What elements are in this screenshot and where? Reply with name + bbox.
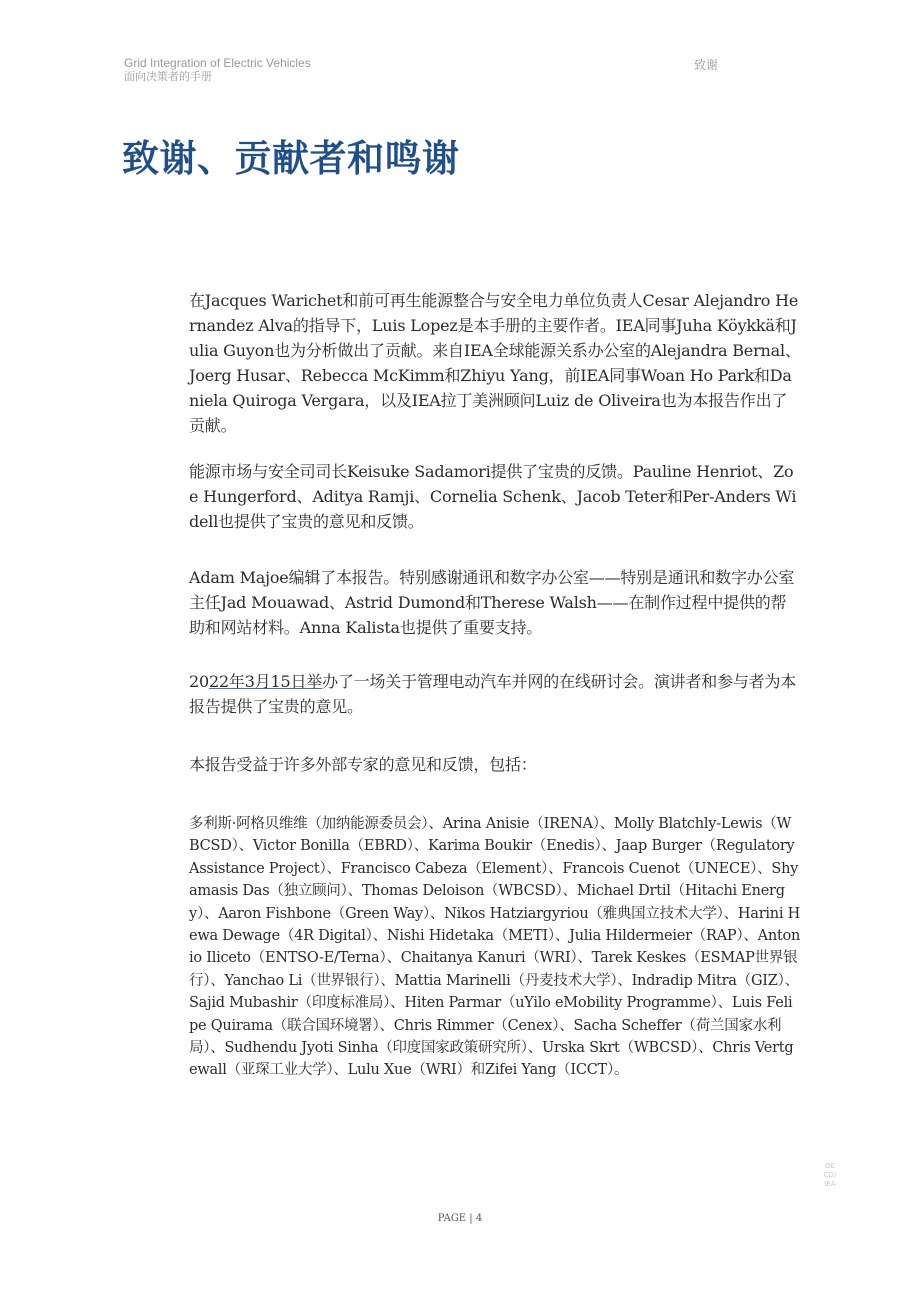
paragraph-reviewers-intro (189, 752, 801, 777)
paragraph-feedback (189, 459, 801, 534)
paragraph-text: 在Jacques Warichet和前可再生能源整合与安全电力单位负责人Cesar Alejandro Hernandez Alva的指导下，Luis Lopez是本手册的主要作者。IEA同事Juha Köykkä和Julia Guyon也为分析做出了贡献。来自IEA全球能源关系办公室的Alejandra Bernal、Joerg Husar、Rebecca McKimm和Zhiyu Yang，前IEA同事Woan Ho Park和Daniela Quiroga Vergara，以及IEA拉丁美洲顾问Luiz de Oliveira也为本报告作出了贡献。 (189, 291, 801, 435)
page-number: PAGE | 4 (437, 1213, 483, 1224)
header-doc-subtitle: 面向决策者的手册 (124, 70, 212, 83)
paragraph-text: 能源市场与安全司司长Keisuke Sadamori提供了宝贵的反馈。Pauline Henriot、Zoe Hungerford、Aditya Ramji、Cornelia Schenk、Jacob Teter和Per-Anders Widell也提供了宝贵的意见和反馈。 (189, 462, 797, 531)
paragraph-text: 办了一场关于管理电动汽车并网的在线研讨会。演讲者和参与者为本报告提供了宝贵的意见。 (189, 672, 797, 716)
paragraph-text: 本报告受益于许多外部专家的意见和反馈，包括： (189, 755, 537, 774)
paragraph-authors (189, 288, 801, 438)
paragraph-workshop (189, 669, 801, 719)
workshop-date-link[interactable]: 22年3月15日举 (208, 672, 323, 691)
paragraph-editing (189, 565, 801, 640)
page-title: 致谢、贡献者和鸣谢 (122, 137, 460, 180)
paragraph-text: 多利斯·阿格贝维维（加纳能源委员会）、Arina Anisie（IRENA）、Molly Blatchly-Lewis（WBCSD）、Victor Bonilla（EBRD）、Karima Boukir（Enedis）、Jaap Burger（Regulatory Assistance Project）、Francisco Cabeza（Element）、Francois Cuenot（UNECE）、Shyamasis Das（独立顾问）、Thomas Deloison（WBCSD）、Michael Drtil（Hitachi Energy）、Aaron Fishbone（Green Way）、Nikos Hatziargyriou（雅典国立技术大学）、Harini Hewa Dewage（4R Digital）、Nishi Hidetaka（METI）、Julia Hildermeier（RAP）、Antonio Iliceto（ENTSO-E/Terna）、Chaitanya Kanuri（WRI）、Tarek Keskes（ESMAP世界银行）、Yanchao Li（世界银行）、Mattia Marinelli（丹麦技术大学）、Indradip Mitra（GIZ）、Sajid Mubashir（印度标准局）、Hiten Parmar（uYilo eMobility Programme）、Luis Felipe Quirama（联合国环境署）、Chris Rimmer（Cenex）、Sacha Scheffer（荷兰国家水利局）、Sudhendu Jyoti Sinha（印度国家政策研究所）、Urska Skrt（WBCSD）、Chris Vertgewall（亚琛工业大学）、Lulu Xue（WRI）和Zifei Yang（ICCT）。 (189, 816, 801, 1079)
paragraph-text: Adam Majoe编辑了本报告。特别感谢通讯和数字办公室——特别是通讯和数字办公室主任Jad Mouawad、Astrid Dumond和Therese Walsh——在制作过程中提供的帮助和网站材料。Anna Kalista也提供了重要支持。 (189, 568, 795, 637)
oecd-iea-watermark: OECD/IEA (823, 1162, 837, 1188)
paragraph-reviewer-list (189, 813, 801, 1082)
header-doc-title: Grid Integration of Electric Vehicles (124, 56, 311, 70)
paragraph-text: 20 (189, 672, 209, 691)
header-section-label: 致谢 (694, 58, 719, 72)
